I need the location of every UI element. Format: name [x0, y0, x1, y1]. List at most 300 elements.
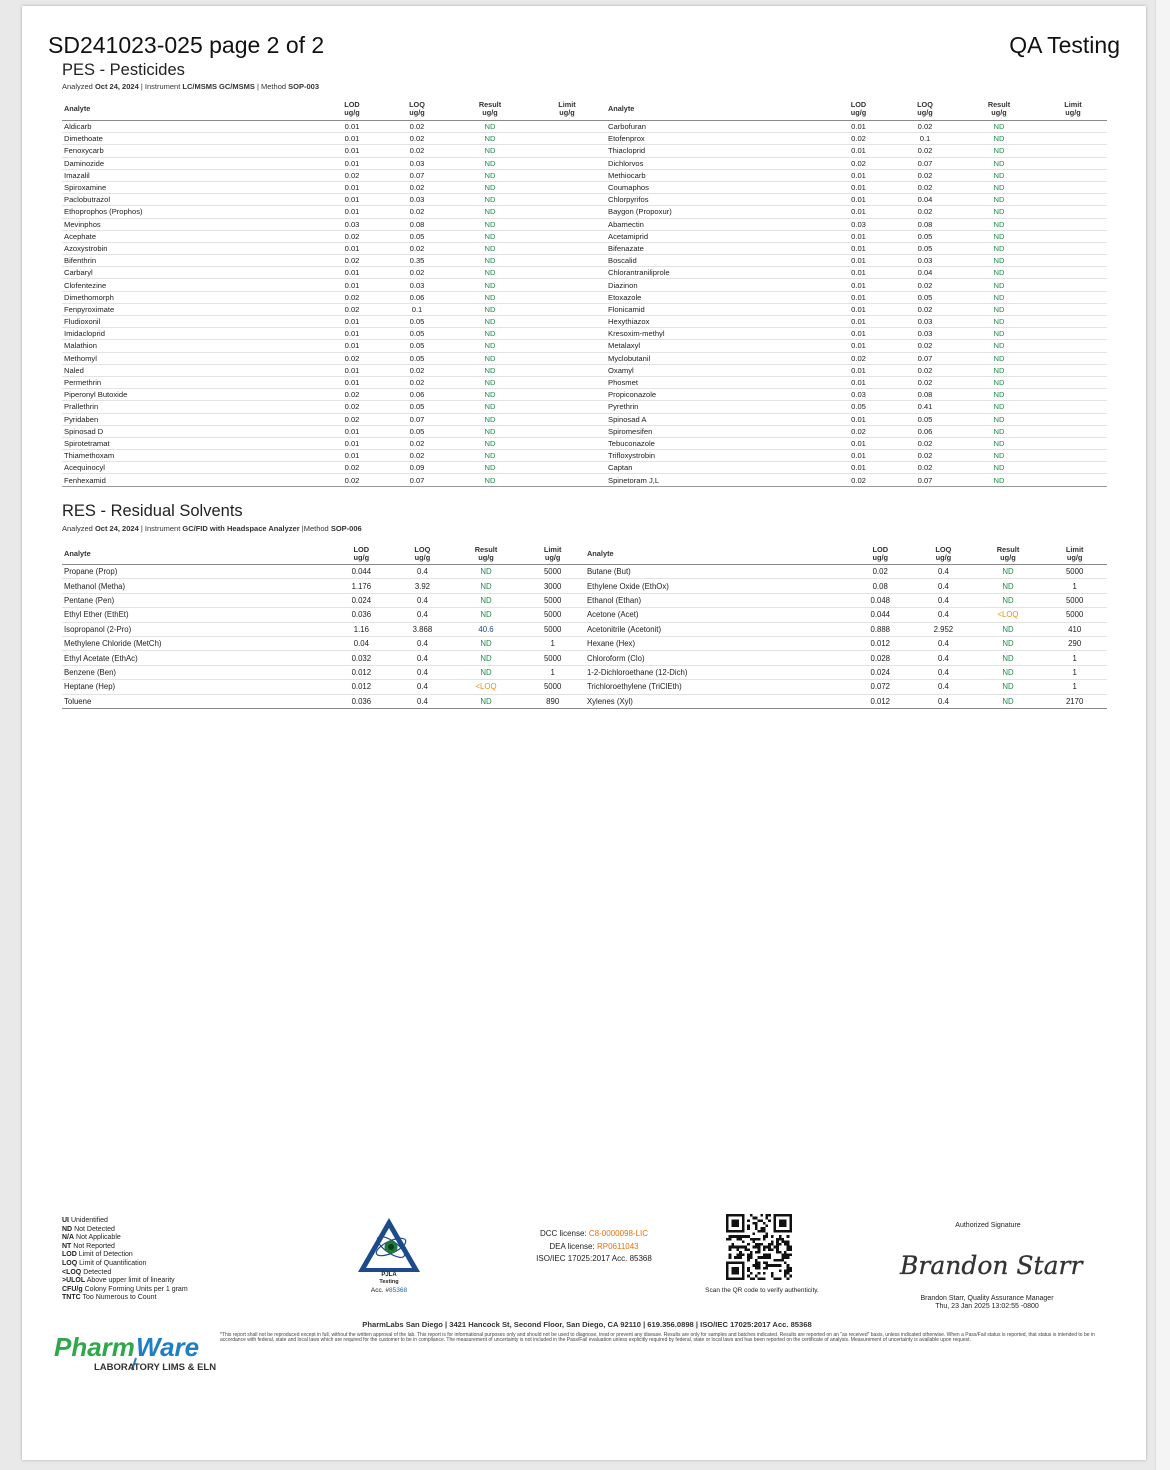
- lod-cell: 0.012: [847, 694, 913, 708]
- result-cell: ND: [452, 194, 528, 206]
- limit-cell: 5000: [1042, 608, 1107, 622]
- result-cell: ND: [959, 194, 1039, 206]
- legend-item: ND Not Detected: [62, 1225, 115, 1233]
- lod-cell: 0.02: [826, 133, 891, 145]
- analyte-cell: Tebuconazole: [606, 437, 826, 449]
- loq-cell: 0.02: [382, 437, 452, 449]
- col-result: Result ug/g: [452, 543, 521, 565]
- result-cell: <LOQ: [452, 680, 521, 694]
- abbreviation-legend: [62, 1217, 188, 1303]
- result-cell: ND: [974, 579, 1043, 593]
- lod-cell: 0.01: [322, 206, 382, 218]
- analyte-cell: Baygon (Propoxur): [606, 206, 826, 218]
- loq-cell: 0.02: [891, 437, 959, 449]
- limit-cell: [1039, 437, 1107, 449]
- limit-cell: 410: [1042, 622, 1107, 636]
- lod-cell: 0.02: [826, 157, 891, 169]
- pesticides-header-row: [62, 98, 1107, 121]
- limit-cell: 890: [520, 694, 585, 708]
- loq-cell: 0.07: [891, 352, 959, 364]
- col-analyte: Analyte: [62, 543, 330, 565]
- loq-cell: 0.07: [891, 474, 959, 486]
- result-cell: ND: [452, 665, 521, 679]
- analyte-cell: Chloroform (Clo): [585, 651, 848, 665]
- loq-cell: 0.02: [891, 121, 959, 133]
- limit-cell: [1039, 364, 1107, 376]
- limit-cell: [1039, 413, 1107, 425]
- pesticides-table: [62, 98, 1107, 487]
- limit-cell: [528, 303, 606, 315]
- loq-cell: 0.08: [382, 218, 452, 230]
- table-row: [62, 376, 1107, 388]
- limit-cell: [528, 279, 606, 291]
- loq-cell: 0.05: [382, 425, 452, 437]
- table-row: [62, 157, 1107, 169]
- analyte-cell: Myclobutanil: [606, 352, 826, 364]
- analyte-cell: Methiocarb: [606, 169, 826, 181]
- limit-cell: [1039, 279, 1107, 291]
- lod-cell: 0.036: [330, 608, 394, 622]
- legend-item: <LOQ Detected: [62, 1268, 112, 1276]
- loq-cell: 0.41: [891, 401, 959, 413]
- loq-cell: 0.03: [891, 255, 959, 267]
- limit-cell: [1039, 242, 1107, 254]
- table-row: [62, 680, 1107, 694]
- analyte-cell: Dimethoate: [62, 133, 322, 145]
- loq-cell: 2.952: [913, 622, 974, 636]
- table-row: [62, 437, 1107, 449]
- result-cell: ND: [452, 401, 528, 413]
- limit-cell: 5000: [520, 593, 585, 607]
- lod-cell: 0.02: [322, 389, 382, 401]
- result-cell: ND: [452, 121, 528, 133]
- lod-cell: 0.02: [322, 474, 382, 486]
- svg-text:Brandon Starr: Brandon Starr: [900, 1251, 1083, 1280]
- lod-cell: 0.01: [826, 267, 891, 279]
- analyte-cell: Spinosad D: [62, 425, 322, 437]
- result-cell: ND: [452, 450, 528, 462]
- result-cell: ND: [452, 352, 528, 364]
- col-lod: LOD ug/g: [322, 98, 382, 121]
- pharmware-logo: [52, 1326, 217, 1382]
- loq-cell: 0.02: [891, 145, 959, 157]
- lod-cell: 0.048: [847, 593, 913, 607]
- col-lod: LOD ug/g: [330, 543, 394, 565]
- lod-cell: 0.02: [322, 303, 382, 315]
- limit-cell: [1039, 145, 1107, 157]
- table-row: [62, 133, 1107, 145]
- lod-cell: 0.03: [826, 389, 891, 401]
- analyte-cell: Oxamyl: [606, 364, 826, 376]
- lod-cell: 0.01: [322, 425, 382, 437]
- loq-cell: 0.07: [382, 169, 452, 181]
- col-analyte: Analyte: [62, 98, 322, 121]
- limit-cell: [528, 242, 606, 254]
- disclaimer: *This report shall not be reproduced except in full, without the written approval of the lab. This report is for informational purposes only and should not be used to diagnose, treat or prevent any disease. Results are only for samples and batches indicated. Results are reported on an "as received" basis, unless indicated otherwise. When a Pass/Fail status is reported, that status is intended to be in accordance with federal, state and local laws which are required for the customer to be in compliance. The measurement of uncertainty is not included in the Pass/Fail evaluation unless explicitly required by federal, state or local laws and has been reported on the certificate of analysis. Measurement of uncertainty is available upon request.: [220, 1332, 1095, 1344]
- analyte-cell: Ethyl Acetate (EthAc): [62, 651, 330, 665]
- lod-cell: 0.044: [330, 565, 394, 579]
- result-cell: ND: [452, 593, 521, 607]
- table-row: [62, 425, 1107, 437]
- loq-cell: 0.09: [382, 462, 452, 474]
- lod-cell: 0.024: [847, 665, 913, 679]
- limit-cell: [528, 474, 606, 486]
- loq-cell: 0.05: [382, 401, 452, 413]
- lod-cell: 0.01: [322, 340, 382, 352]
- analyte-cell: Xylenes (Xyl): [585, 694, 848, 708]
- loq-cell: 0.06: [891, 425, 959, 437]
- analyte-cell: Permethrin: [62, 376, 322, 388]
- lod-cell: 0.01: [826, 242, 891, 254]
- loq-cell: 0.02: [891, 279, 959, 291]
- limit-cell: [528, 401, 606, 413]
- loq-cell: 0.4: [393, 665, 452, 679]
- analyte-cell: Malathion: [62, 340, 322, 352]
- result-cell: ND: [452, 242, 528, 254]
- loq-cell: 0.35: [382, 255, 452, 267]
- loq-cell: 0.04: [891, 267, 959, 279]
- lod-cell: 0.02: [847, 565, 913, 579]
- col-loq: LOQ ug/g: [393, 543, 452, 565]
- limit-cell: [528, 169, 606, 181]
- analyte-cell: Acetamiprid: [606, 230, 826, 242]
- analyte-cell: Paclobutrazol: [62, 194, 322, 206]
- result-cell: ND: [452, 279, 528, 291]
- lod-cell: 0.01: [826, 206, 891, 218]
- lod-cell: 0.02: [322, 169, 382, 181]
- loq-cell: 0.05: [382, 340, 452, 352]
- analyte-cell: Flonicamid: [606, 303, 826, 315]
- result-cell: ND: [959, 450, 1039, 462]
- limit-cell: [528, 413, 606, 425]
- limit-cell: 290: [1042, 636, 1107, 650]
- pes-section-meta: Analyzed Oct 24, 2024 | Instrument LC/MSMS GC/MSMS | Method SOP-003: [62, 82, 319, 91]
- lod-cell: 0.01: [322, 328, 382, 340]
- limit-cell: [1039, 157, 1107, 169]
- table-row: [62, 255, 1107, 267]
- lod-cell: 0.01: [322, 316, 382, 328]
- result-cell: ND: [959, 181, 1039, 193]
- lod-cell: 0.08: [847, 579, 913, 593]
- table-row: [62, 389, 1107, 401]
- limit-cell: 5000: [520, 608, 585, 622]
- analyte-cell: Chlorpyrifos: [606, 194, 826, 206]
- limit-cell: [1039, 181, 1107, 193]
- loq-cell: 0.02: [891, 303, 959, 315]
- loq-cell: 0.03: [891, 328, 959, 340]
- col-loq: LOQ ug/g: [913, 543, 974, 565]
- loq-cell: 0.4: [913, 694, 974, 708]
- handwritten-signature: [892, 1242, 1082, 1288]
- lod-cell: 0.01: [322, 133, 382, 145]
- analyte-cell: Acetonitrile (Acetonit): [585, 622, 848, 636]
- analyte-cell: Carbaryl: [62, 267, 322, 279]
- loq-cell: 0.03: [382, 157, 452, 169]
- limit-cell: [1039, 206, 1107, 218]
- analyte-cell: Ethyl Ether (EthEt): [62, 608, 330, 622]
- result-cell: ND: [452, 565, 521, 579]
- limit-cell: [528, 340, 606, 352]
- analyte-cell: Daminozide: [62, 157, 322, 169]
- lod-cell: 0.03: [322, 218, 382, 230]
- svg-text:LABORATORY LIMS & ELN: LABORATORY LIMS & ELN: [94, 1362, 217, 1373]
- lod-cell: 0.888: [847, 622, 913, 636]
- limit-cell: [528, 267, 606, 279]
- solvents-table: [62, 543, 1107, 709]
- loq-cell: 0.4: [913, 680, 974, 694]
- loq-cell: 0.03: [382, 194, 452, 206]
- limit-cell: 1: [1042, 579, 1107, 593]
- pes-section-title: PES - Pesticides: [62, 61, 185, 79]
- lod-cell: 0.01: [826, 364, 891, 376]
- lod-cell: 0.03: [826, 218, 891, 230]
- analyte-cell: Phosmet: [606, 376, 826, 388]
- loq-cell: 0.02: [891, 206, 959, 218]
- limit-cell: [1039, 267, 1107, 279]
- loq-cell: 0.1: [382, 303, 452, 315]
- limit-cell: 1: [520, 665, 585, 679]
- result-cell: ND: [452, 636, 521, 650]
- limit-cell: [528, 376, 606, 388]
- result-cell: ND: [452, 376, 528, 388]
- result-cell: ND: [452, 230, 528, 242]
- limit-cell: [1039, 316, 1107, 328]
- loq-cell: 0.02: [382, 181, 452, 193]
- limit-cell: [1039, 194, 1107, 206]
- lod-cell: 0.01: [826, 145, 891, 157]
- limit-cell: [528, 389, 606, 401]
- lod-cell: 0.012: [330, 680, 394, 694]
- result-cell: ND: [452, 206, 528, 218]
- res-section-title: RES - Residual Solvents: [62, 502, 243, 520]
- table-row: [62, 364, 1107, 376]
- limit-cell: [1039, 389, 1107, 401]
- analyte-cell: Ethylene Oxide (EthOx): [585, 579, 848, 593]
- lod-cell: 0.01: [826, 316, 891, 328]
- table-row: [62, 651, 1107, 665]
- table-row: [62, 145, 1107, 157]
- lod-cell: 0.01: [322, 376, 382, 388]
- lod-cell: 0.072: [847, 680, 913, 694]
- table-row: [62, 340, 1107, 352]
- result-cell: ND: [452, 608, 521, 622]
- result-cell: ND: [452, 267, 528, 279]
- limit-cell: 3000: [520, 579, 585, 593]
- result-cell: ND: [452, 389, 528, 401]
- table-row: [62, 352, 1107, 364]
- loq-cell: 0.02: [891, 462, 959, 474]
- limit-cell: [528, 145, 606, 157]
- loq-cell: 0.07: [382, 413, 452, 425]
- col-limit: Limit ug/g: [1039, 98, 1107, 121]
- table-row: [62, 474, 1107, 486]
- loq-cell: 0.02: [382, 450, 452, 462]
- lod-cell: 0.012: [847, 636, 913, 650]
- col-limit: Limit ug/g: [528, 98, 606, 121]
- result-cell: ND: [959, 169, 1039, 181]
- result-cell: ND: [959, 316, 1039, 328]
- table-row: [62, 401, 1107, 413]
- analyte-cell: Etoxazole: [606, 291, 826, 303]
- table-row: [62, 622, 1107, 636]
- coa-page: [22, 6, 1146, 1460]
- analyte-cell: Mevinphos: [62, 218, 322, 230]
- lod-cell: 0.01: [826, 121, 891, 133]
- limit-cell: [1039, 133, 1107, 145]
- limit-cell: [528, 181, 606, 193]
- loq-cell: 0.05: [382, 328, 452, 340]
- result-cell: ND: [452, 328, 528, 340]
- analyte-cell: Methomyl: [62, 352, 322, 364]
- loq-cell: 0.4: [393, 680, 452, 694]
- analyte-cell: Abamectin: [606, 218, 826, 230]
- limit-cell: [528, 291, 606, 303]
- col-analyte: Analyte: [606, 98, 826, 121]
- limit-cell: [528, 121, 606, 133]
- table-row: [62, 328, 1107, 340]
- result-cell: ND: [959, 413, 1039, 425]
- analyte-cell: Naled: [62, 364, 322, 376]
- analyte-cell: Acequinocyl: [62, 462, 322, 474]
- lod-cell: 0.02: [322, 462, 382, 474]
- lod-cell: 0.05: [826, 401, 891, 413]
- loq-cell: 0.4: [913, 608, 974, 622]
- analyte-cell: Fenoxycarb: [62, 145, 322, 157]
- limit-cell: [1039, 462, 1107, 474]
- result-cell: ND: [452, 291, 528, 303]
- result-cell: ND: [452, 474, 528, 486]
- report-title: SD241023-025 page 2 of 2: [48, 32, 325, 58]
- lod-cell: 0.036: [330, 694, 394, 708]
- loq-cell: 0.4: [393, 593, 452, 607]
- limit-cell: 1: [1042, 680, 1107, 694]
- result-cell: ND: [452, 133, 528, 145]
- verification-qr-code[interactable]: [726, 1214, 792, 1280]
- result-cell: ND: [452, 340, 528, 352]
- col-result: Result ug/g: [452, 98, 528, 121]
- result-cell: ND: [959, 242, 1039, 254]
- legend-item: NT Not Reported: [62, 1242, 115, 1250]
- lod-cell: 0.02: [826, 352, 891, 364]
- result-cell: ND: [959, 303, 1039, 315]
- limit-cell: 5000: [520, 680, 585, 694]
- solvents-header-row: [62, 543, 1107, 565]
- lod-cell: 0.032: [330, 651, 394, 665]
- limit-cell: [1039, 328, 1107, 340]
- analyte-cell: 1-2-Dichloroethane (12-Dich): [585, 665, 848, 679]
- lod-cell: 0.01: [322, 364, 382, 376]
- loq-cell: 0.07: [891, 157, 959, 169]
- signatory: Brandon Starr, Quality Assurance Manager Thu, 23 Jan 2025 13:02:55 -0800: [920, 1295, 1054, 1311]
- result-cell: ND: [452, 579, 521, 593]
- analyte-cell: Bifenazate: [606, 242, 826, 254]
- analyte-cell: Imazalil: [62, 169, 322, 181]
- result-cell: ND: [959, 267, 1039, 279]
- result-cell: ND: [452, 425, 528, 437]
- result-cell: ND: [959, 401, 1039, 413]
- lod-cell: 0.01: [826, 255, 891, 267]
- loq-cell: 0.02: [382, 364, 452, 376]
- col-limit: Limit ug/g: [520, 543, 585, 565]
- result-cell: ND: [452, 169, 528, 181]
- table-row: [62, 636, 1107, 650]
- limit-cell: [1039, 169, 1107, 181]
- result-cell: ND: [959, 340, 1039, 352]
- col-lod: LOD ug/g: [847, 543, 913, 565]
- limit-cell: [1039, 401, 1107, 413]
- legend-item: N/A Not Applicable: [62, 1234, 121, 1242]
- result-cell: ND: [974, 694, 1043, 708]
- lod-cell: 0.04: [330, 636, 394, 650]
- table-row: [62, 462, 1107, 474]
- result-cell: ND: [452, 316, 528, 328]
- analyte-cell: Spiroxamine: [62, 181, 322, 193]
- limit-cell: 5000: [520, 565, 585, 579]
- result-cell: ND: [959, 389, 1039, 401]
- analyte-cell: Spiromesifen: [606, 425, 826, 437]
- dcc-license: DCC license: C8-0000098-LIC: [539, 1229, 649, 1238]
- license-info: [516, 1228, 672, 1266]
- table-row: [62, 267, 1107, 279]
- lod-cell: 0.01: [322, 194, 382, 206]
- table-row: [62, 450, 1107, 462]
- loq-cell: 0.06: [382, 389, 452, 401]
- loq-cell: 0.05: [891, 242, 959, 254]
- analyte-cell: Spirotetramat: [62, 437, 322, 449]
- legend-item: TNTC Too Numerous to Count: [62, 1294, 157, 1302]
- limit-cell: [1039, 230, 1107, 242]
- lod-cell: 0.01: [826, 328, 891, 340]
- analyte-cell: Metalaxyl: [606, 340, 826, 352]
- limit-cell: [1039, 218, 1107, 230]
- analyte-cell: Propiconazole: [606, 389, 826, 401]
- result-cell: ND: [452, 181, 528, 193]
- svg-text:Ware: Ware: [136, 1332, 200, 1362]
- legend-item: UI Unidentified: [62, 1217, 108, 1224]
- analyte-cell: Dichlorvos: [606, 157, 826, 169]
- col-result: Result ug/g: [959, 98, 1039, 121]
- lod-cell: 0.01: [322, 267, 382, 279]
- analyte-cell: Thiamethoxam: [62, 450, 322, 462]
- result-cell: ND: [452, 218, 528, 230]
- result-cell: ND: [452, 413, 528, 425]
- result-cell: ND: [959, 145, 1039, 157]
- lod-cell: 0.02: [322, 352, 382, 364]
- res-section-meta: Analyzed Oct 24, 2024 | Instrument GC/FID with Headspace Analyzer |Method SOP-006: [62, 524, 362, 533]
- analyte-cell: Diazinon: [606, 279, 826, 291]
- table-row: [62, 608, 1107, 622]
- lod-cell: 0.01: [826, 291, 891, 303]
- lod-cell: 0.01: [826, 450, 891, 462]
- analyte-cell: Pyrethrin: [606, 401, 826, 413]
- lod-cell: 0.02: [826, 474, 891, 486]
- lod-cell: 0.01: [322, 450, 382, 462]
- lod-cell: 0.044: [847, 608, 913, 622]
- limit-cell: [528, 255, 606, 267]
- table-row: [62, 169, 1107, 181]
- loq-cell: 0.4: [913, 665, 974, 679]
- analyte-cell: Toluene: [62, 694, 330, 708]
- result-cell: ND: [959, 206, 1039, 218]
- table-row: [62, 279, 1107, 291]
- table-row: [62, 593, 1107, 607]
- loq-cell: 0.4: [913, 565, 974, 579]
- table-row: [62, 303, 1107, 315]
- result-cell: ND: [959, 218, 1039, 230]
- limit-cell: [528, 133, 606, 145]
- loq-cell: 0.02: [382, 206, 452, 218]
- result-cell: ND: [974, 651, 1043, 665]
